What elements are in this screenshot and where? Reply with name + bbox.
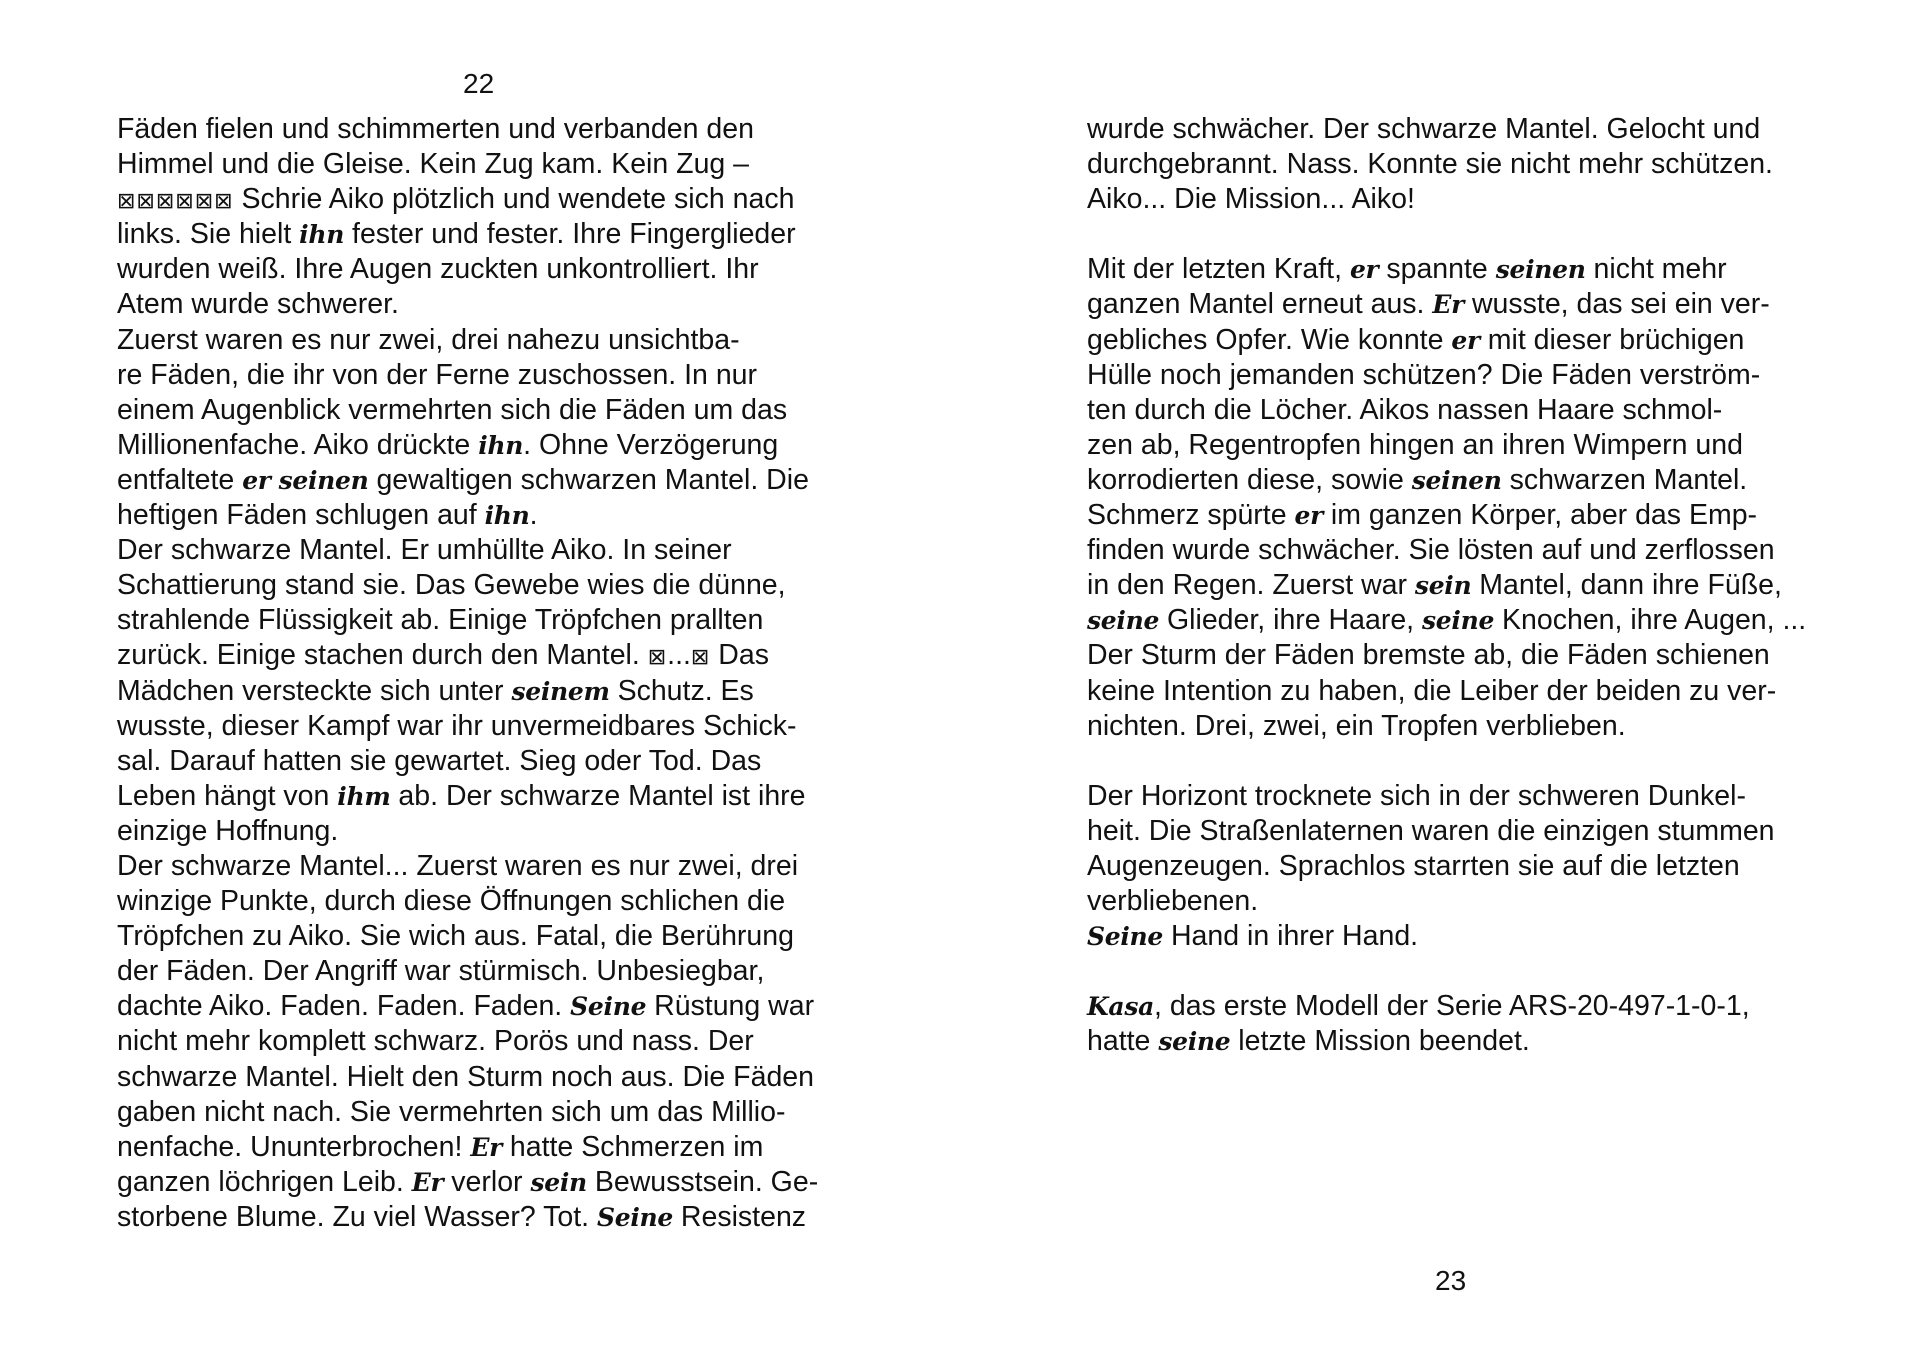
text-line: Schmerz spürte er im ganzen Körper, aber das Emp- — [1087, 499, 1758, 532]
text-line: Tröpfchen zu Aiko. Sie wich aus. Fatal, die Berührung — [117, 920, 794, 953]
fraktur-word: er — [1294, 501, 1323, 531]
text-line: ten durch die Löcher. Aikos nassen Haare schmol- — [1087, 393, 1723, 426]
text-line: links. Sie hielt ihn fester und fester. Ihre Fingerglieder — [117, 218, 796, 251]
fraktur-word: seinen — [1495, 255, 1586, 285]
fraktur-word: sein — [530, 1167, 587, 1197]
text-line: nicht mehr komplett schwarz. Porös und nass. Der — [117, 1025, 754, 1058]
placeholder-glyph: ⊠ — [690, 645, 711, 671]
fraktur-word: seinem — [511, 676, 610, 706]
text-line: re Fäden, die ihr von der Ferne zuschossen. In nur — [117, 358, 758, 391]
text-line: Der schwarze Mantel... Zuerst waren es nur zwei, drei — [117, 849, 799, 882]
placeholder-glyph: ⊠⊠⊠⊠⊠⊠ — [117, 189, 234, 215]
text-line: der Fäden. Der Angriff war stürmisch. Unbesiegbar, — [117, 955, 765, 988]
fraktur-word: seine — [1087, 606, 1160, 636]
text-line: Atem wurde schwerer. — [117, 288, 399, 321]
text-line: schwarze Mantel. Hielt den Sturm noch aus. Die Fäden — [117, 1060, 814, 1093]
fraktur-word: Seine — [1087, 922, 1164, 952]
text-line: einem Augenblick vermehrten sich die Fäden um das — [117, 393, 788, 426]
fraktur-word: sein — [1414, 571, 1472, 601]
fraktur-word: seinen — [278, 465, 369, 495]
text-line: Seine Hand in ihrer Hand. — [1087, 920, 1419, 953]
fraktur-word: ihn — [484, 501, 530, 531]
text-line: hatte seine letzte Mission beendet. — [1087, 1025, 1530, 1058]
fraktur-word: Seine — [596, 1202, 673, 1232]
text-line: durchgebrannt. Nass. Konnte sie nicht mehr schützen. — [1087, 148, 1773, 181]
fraktur-word: seinen — [1411, 465, 1502, 495]
text-line: Augenzeugen. Sprachlos starrten sie auf die letzten — [1087, 849, 1740, 882]
text-line: entfaltete er seinen gewaltigen schwarzen Mantel. Die — [117, 463, 809, 496]
fraktur-word: Seine — [570, 992, 647, 1022]
text-line: seine Glieder, ihre Haare, seine Knochen, ihre Augen, ... — [1087, 604, 1807, 637]
text-line: gaben nicht nach. Sie vermehrten sich um das Millio- — [117, 1095, 786, 1128]
text-line: Leben hängt von ihm ab. Der schwarze Mantel ist ihre — [117, 779, 806, 812]
right-page-text — [1087, 112, 1847, 1060]
fraktur-word: ihn — [478, 430, 524, 460]
text-line: storbene Blume. Zu viel Wasser? Tot. Seine Resistenz — [117, 1200, 807, 1233]
text-line: heit. Die Straßenlaternen waren die einzigen stummen — [1087, 814, 1775, 847]
text-line: wurden weiß. Ihre Augen zuckten unkontrolliert. Ihr — [117, 253, 759, 286]
text-line: Der schwarze Mantel. Er umhüllte Aiko. In seiner — [117, 534, 732, 567]
text-line: Der Sturm der Fäden bremste ab, die Fäden schienen — [1087, 639, 1770, 672]
fraktur-word: ihn — [299, 220, 345, 250]
text-line: einzige Hoffnung. — [117, 814, 339, 847]
text-line: keine Intention zu haben, die Leiber der beiden zu ver- — [1087, 674, 1777, 707]
text-line: Mit der letzten Kraft, er spannte seinen nicht mehr — [1087, 253, 1727, 286]
text-line: Millionenfache. Aiko drückte ihn. Ohne Verzögerung — [117, 428, 779, 461]
text-line: ganzen Mantel erneut aus. Er wusste, das sei ein ver- — [1087, 288, 1770, 321]
text-line: wusste, dieser Kampf war ihr unvermeidbares Schick- — [117, 709, 797, 742]
text-line: gebliches Opfer. Wie konnte er mit dieser brüchigen — [1087, 323, 1745, 356]
text-line: Himmel und die Gleise. Kein Zug kam. Kein Zug – — [117, 148, 750, 181]
text-line: nenfache. Ununterbrochen! Er hatte Schmerzen im — [117, 1130, 764, 1163]
text-line: korrodierten diese, sowie seinen schwarzen Mantel. — [1087, 463, 1748, 496]
fraktur-word: seine — [1422, 606, 1495, 636]
text-line: ganzen löchrigen Leib. Er verlor sein Bewusstsein. Ge- — [117, 1165, 819, 1198]
text-line: heftigen Fäden schlugen auf ihn. — [117, 499, 538, 532]
left-page-text — [117, 112, 857, 1235]
fraktur-word: er — [242, 465, 271, 495]
text-line: in den Regen. Zuerst war sein Mantel, dann ihre Füße, — [1087, 569, 1782, 602]
page-number-left: 22 — [463, 68, 495, 99]
text-line: zen ab, Regentropfen hingen an ihren Wimpern und — [1087, 428, 1743, 461]
text-line: sal. Darauf hatten sie gewartet. Sieg oder Tod. Das — [117, 744, 762, 777]
text-line: Mädchen versteckte sich unter seinem Schutz. Es — [117, 674, 754, 707]
fraktur-word: seine — [1158, 1027, 1231, 1057]
fraktur-word: Kasa — [1087, 992, 1155, 1022]
fraktur-word: Er — [411, 1167, 444, 1197]
fraktur-word: ihm — [337, 781, 391, 811]
text-line: Hülle noch jemanden schützen? Die Fäden verström- — [1087, 358, 1761, 391]
text-line: dachte Aiko. Faden. Faden. Faden. Seine Rüstung war — [117, 990, 815, 1023]
text-line: ⊠⊠⊠⊠⊠⊠ Schrie Aiko plötzlich und wendete sich nach — [117, 183, 795, 216]
text-line: strahlende Flüssigkeit ab. Einige Tröpfchen prallten — [117, 604, 764, 637]
paragraph-break — [1087, 954, 1847, 989]
text-line: nichten. Drei, zwei, ein Tropfen verblieben. — [1087, 709, 1626, 742]
text-line: Der Horizont trocknete sich in der schweren Dunkel- — [1087, 779, 1746, 812]
text-line: Zuerst waren es nur zwei, drei nahezu unsichtba- — [117, 323, 740, 356]
paragraph-break — [1087, 744, 1847, 779]
text-line: Fäden fielen und schimmerten und verbanden den — [117, 113, 754, 145]
text-line: Kasa, das erste Modell der Serie ARS-20-497-1-0-1, — [1087, 990, 1750, 1023]
text-line: Schattierung stand sie. Das Gewebe wies die dünne, — [117, 569, 786, 602]
page-number-right: 23 — [1435, 1265, 1467, 1296]
text-line: verbliebenen. — [1087, 885, 1259, 918]
text-line: Aiko... Die Mission... Aiko! — [1087, 183, 1415, 216]
paragraph-break — [1087, 217, 1847, 252]
fraktur-word: Er — [1432, 290, 1465, 320]
text-line: winzige Punkte, durch diese Öffnungen schlichen die — [117, 885, 786, 918]
fraktur-word: er — [1451, 325, 1480, 355]
fraktur-word: er — [1349, 255, 1379, 285]
text-line: wurde schwächer. Der schwarze Mantel. Gelocht und — [1087, 113, 1761, 145]
text-line: finden wurde schwächer. Sie lösten auf und zerflossen — [1087, 534, 1775, 567]
fraktur-word: Er — [470, 1132, 502, 1162]
text-line: zurück. Einige stachen durch den Mantel. ⊠...⊠ Das — [117, 639, 769, 672]
placeholder-glyph: ⊠ — [647, 645, 668, 671]
